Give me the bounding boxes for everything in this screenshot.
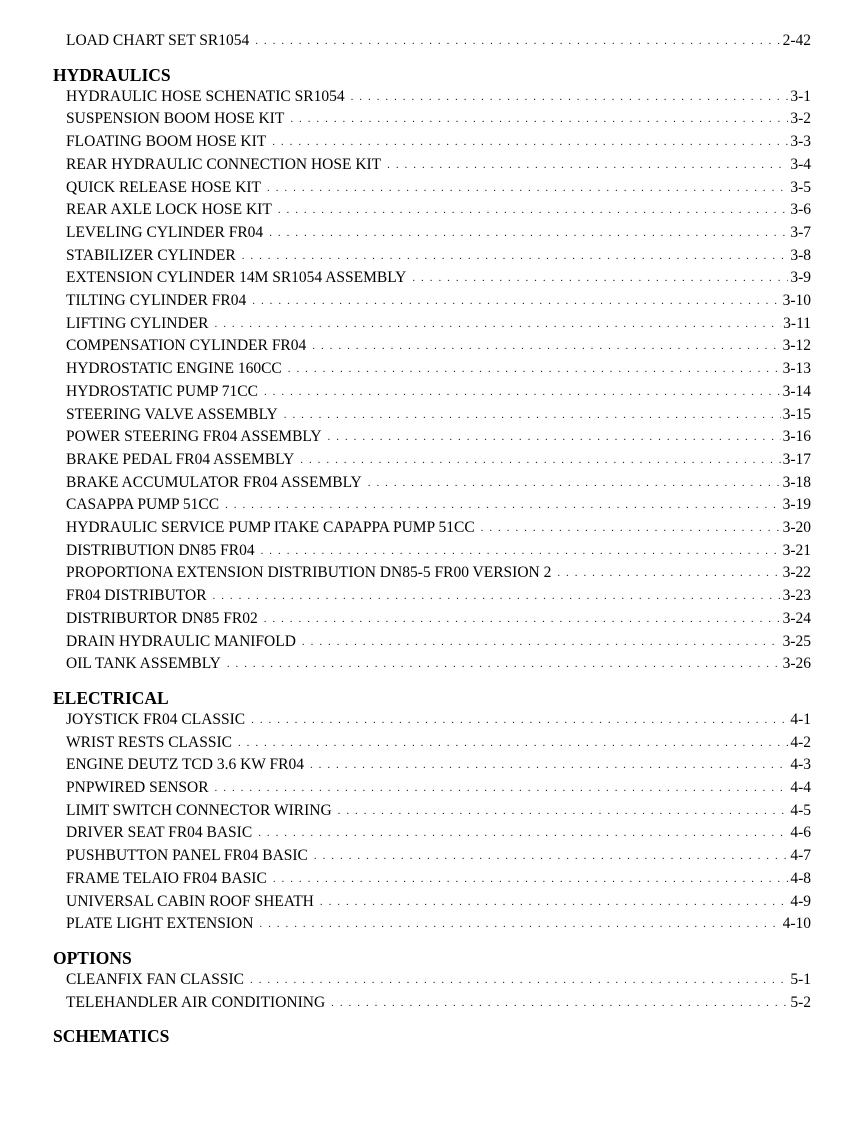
toc-entry[interactable]	[66, 777, 811, 797]
toc-entry[interactable]	[66, 754, 811, 774]
toc-entry-page-number: 3-9	[790, 269, 811, 287]
toc-entry-title: LIMIT SWITCH CONNECTOR WIRING	[66, 801, 332, 819]
toc-entry-page-number: 3-17	[782, 450, 811, 468]
toc-entry-title: JOYSTICK FR04 CLASSIC	[66, 710, 246, 728]
dot-leader	[314, 847, 788, 865]
dot-leader	[284, 406, 781, 424]
toc-entry-page-number: 3-26	[782, 655, 811, 673]
dot-leader	[215, 779, 789, 797]
toc-entry-page-number: 3-12	[782, 337, 811, 355]
toc-entry-page-number: 3-13	[782, 360, 811, 378]
toc-entry-title: SUSPENSION BOOM HOSE KIT	[66, 110, 285, 128]
toc-entry[interactable]	[66, 404, 811, 424]
toc-entry-page-number: 3-4	[790, 155, 811, 173]
toc-entry-title: PROPORTIONA EXTENSION DISTRIBUTION DN85-5 FR00 VERSION 2	[66, 564, 552, 582]
toc-entry-title: BRAKE PEDAL FR04 ASSEMBLY	[66, 450, 295, 468]
toc-entry-page-number: 3-7	[790, 223, 811, 241]
toc-entry-page-number: 3-20	[782, 519, 811, 536]
toc-entry-page-number: 3-16	[782, 428, 811, 446]
toc-entry-page-number: 4-4	[790, 779, 811, 796]
toc-entry-title: TELEHANDLER AIR CONDITIONING	[66, 993, 326, 1011]
dot-leader	[264, 383, 781, 401]
dot-leader	[213, 587, 781, 605]
toc-entry[interactable]	[66, 222, 811, 242]
toc-entry[interactable]	[66, 800, 811, 820]
dot-leader	[368, 474, 781, 492]
toc-entry-page-number: 3-22	[782, 564, 811, 582]
toc-entry-title: CLEANFIX FAN CLASSIC	[66, 970, 244, 988]
dot-leader	[252, 292, 780, 310]
toc-entry-title: OIL TANK ASSEMBLY	[66, 655, 221, 673]
toc-entry[interactable]	[66, 608, 811, 628]
toc-entry[interactable]	[66, 969, 811, 989]
toc-entry[interactable]	[66, 313, 811, 333]
toc-entry[interactable]	[66, 154, 811, 174]
toc-entry-title: COMPENSATION CYLINDER FR04	[66, 337, 307, 355]
toc-entry[interactable]	[66, 381, 811, 401]
dot-leader	[328, 428, 781, 446]
toc-entry-page-number: 3-1	[790, 87, 811, 105]
dot-leader	[481, 519, 781, 537]
toc-entry-page-number: 3-5	[790, 178, 811, 196]
toc-entry[interactable]	[66, 562, 811, 582]
toc-entry[interactable]	[66, 245, 811, 265]
toc-entry-page-number: 4-5	[790, 801, 811, 819]
toc-entry[interactable]	[66, 494, 811, 514]
toc-entry-title: UNIVERSAL CABIN ROOF SHEATH	[66, 892, 314, 910]
toc-entry-page-number: 4-7	[790, 847, 811, 865]
toc-entry-page-number: 2-42	[782, 32, 811, 49]
toc-entry[interactable]	[66, 177, 811, 197]
toc-entry[interactable]	[66, 992, 811, 1012]
toc-entry-title: STEERING VALVE ASSEMBLY	[66, 405, 278, 423]
dot-leader	[258, 824, 788, 842]
toc-entry-page-number: 3-18	[782, 473, 811, 491]
toc-entry-page-number: 4-9	[790, 892, 811, 910]
toc-entry[interactable]	[66, 540, 811, 560]
toc-entry-page-number: 3-6	[790, 201, 811, 219]
toc-entry[interactable]	[66, 732, 811, 752]
toc-entry-title: POWER STEERING FR04 ASSEMBLY	[66, 428, 322, 446]
toc-entry-title: STABILIZER CYLINDER	[66, 246, 236, 264]
dot-leader	[290, 110, 788, 128]
dot-leader	[227, 655, 781, 673]
toc-entry[interactable]	[66, 845, 811, 865]
toc-entry-title: HYDROSTATIC ENGINE 160CC	[66, 360, 282, 378]
toc-entry-title: REAR AXLE LOCK HOSE KIT	[66, 201, 272, 219]
dot-leader	[215, 315, 782, 333]
dot-leader	[238, 734, 788, 752]
toc-entry-page-number: 3-15	[782, 405, 811, 423]
toc-entry[interactable]	[66, 913, 811, 933]
toc-entry-page-number: 4-1	[790, 710, 811, 728]
toc-entry-title: LOAD CHART SET SR1054	[66, 32, 250, 49]
dot-leader	[412, 269, 788, 287]
dot-leader	[338, 802, 789, 820]
toc-entry[interactable]	[66, 631, 811, 651]
toc-entry[interactable]	[66, 199, 811, 219]
toc-entry[interactable]	[66, 449, 811, 469]
toc-entry-title: DRAIN HYDRAULIC MANIFOLD	[66, 632, 296, 650]
toc-entry-page-number: 4-3	[790, 756, 811, 774]
dot-leader	[302, 633, 781, 651]
toc-entry-title: LEVELING CYLINDER FR04	[66, 223, 264, 241]
toc-entry[interactable]	[66, 868, 811, 888]
section-heading: OPTIONS	[53, 947, 132, 968]
toc-entry[interactable]	[66, 335, 811, 355]
toc-entry-title: DISTRIBURTOR DN85 FR02	[66, 609, 258, 627]
dot-leader	[225, 496, 781, 514]
toc-entry[interactable]	[66, 822, 811, 842]
toc-entry[interactable]	[66, 653, 811, 673]
toc-entry-title: LIFTING CYLINDER	[66, 314, 209, 332]
toc-entry-page-number: 4-2	[790, 733, 811, 751]
dot-leader	[310, 756, 788, 774]
toc-entry[interactable]	[66, 30, 811, 50]
toc-entry-title: PUSHBUTTON PANEL FR04 BASIC	[66, 847, 308, 865]
toc-entry[interactable]	[66, 891, 811, 911]
toc-entry-title: FR04 DISTRIBUTOR	[66, 587, 207, 605]
dot-leader	[557, 564, 780, 582]
dot-leader	[250, 971, 788, 989]
toc-entry-title: DRIVER SEAT FR04 BASIC	[66, 824, 253, 842]
dot-leader	[312, 337, 780, 355]
toc-entry[interactable]	[66, 709, 811, 729]
toc-entry[interactable]	[66, 86, 811, 106]
toc-entry[interactable]	[66, 358, 811, 378]
section-heading: ELECTRICAL	[53, 687, 169, 708]
toc-entry-title: TILTING CYLINDER FR04	[66, 292, 247, 309]
toc-entry-title: QUICK RELEASE HOSE KIT	[66, 178, 262, 196]
toc-entry[interactable]	[66, 585, 811, 605]
dot-leader	[264, 610, 781, 628]
toc-entry-title: ENGINE DEUTZ TCD 3.6 KW FR04	[66, 756, 304, 774]
toc-entry-page-number: 3-24	[782, 609, 811, 627]
dot-leader	[273, 870, 789, 888]
toc-entry-page-number: 3-21	[782, 541, 811, 559]
dot-leader	[259, 915, 780, 933]
toc-entry-page-number: 3-8	[790, 246, 811, 264]
section-heading: SCHEMATICS	[53, 1026, 170, 1047]
toc-entry-page-number: 3-23	[782, 587, 811, 605]
toc-entry-page-number: 3-11	[783, 314, 811, 332]
dot-leader	[272, 133, 788, 151]
toc-entry-page-number: 3-19	[782, 496, 811, 514]
toc-entry-page-number: 3-25	[782, 632, 811, 650]
toc-entry[interactable]	[66, 426, 811, 446]
toc-entry-page-number: 5-1	[790, 970, 811, 988]
toc-entry[interactable]	[66, 472, 811, 492]
dot-leader	[278, 201, 789, 219]
dot-leader	[331, 994, 788, 1012]
dot-leader	[242, 247, 789, 265]
dot-leader	[351, 88, 789, 106]
toc-entry-title: HYDRAULIC SERVICE PUMP ITAKE CAPAPPA PUMP 51CC	[66, 519, 475, 536]
toc-entry[interactable]	[66, 131, 811, 151]
toc-entry[interactable]	[66, 517, 811, 537]
toc-entry-page-number: 3-2	[790, 110, 811, 128]
toc-entry[interactable]	[66, 267, 811, 287]
toc-entry-page-number: 4-8	[790, 869, 811, 887]
toc-entry-page-number: 3-3	[790, 133, 811, 151]
toc-entry-title: HYDROSTATIC PUMP 71CC	[66, 382, 258, 400]
toc-entry-title: FRAME TELAIO FR04 BASIC	[66, 869, 267, 887]
toc-entry-title: PLATE LIGHT EXTENSION	[66, 915, 254, 933]
toc-entry[interactable]	[66, 108, 811, 128]
toc-entry-page-number: 4-6	[790, 824, 811, 842]
toc-entry-title: EXTENSION CYLINDER 14M SR1054 ASSEMBLY	[66, 269, 407, 287]
toc-entry-title: DISTRIBUTION DN85 FR04	[66, 541, 255, 559]
dot-leader	[387, 156, 788, 174]
dot-leader	[300, 451, 780, 469]
dot-leader	[320, 893, 788, 911]
toc-entry-title: HYDRAULIC HOSE SCHENATIC SR1054	[66, 87, 345, 105]
dot-leader	[269, 224, 788, 242]
toc-entry-page-number: 4-10	[782, 915, 811, 933]
section-heading: HYDRAULICS	[53, 64, 171, 85]
dot-leader	[288, 360, 781, 378]
dot-leader	[261, 542, 781, 560]
toc-entry-title: WRIST RESTS CLASSIC	[66, 733, 232, 751]
toc-entry-page-number: 5-2	[790, 993, 811, 1011]
toc-entry-title: FLOATING BOOM HOSE KIT	[66, 133, 267, 151]
toc-entry-page-number: 3-14	[782, 382, 811, 400]
toc-entry-title: BRAKE ACCUMULATOR FR04 ASSEMBLY	[66, 473, 362, 491]
dot-leader	[255, 32, 780, 50]
dot-leader	[267, 179, 788, 197]
dot-leader	[251, 711, 788, 729]
toc-entry-title: CASAPPA PUMP 51CC	[66, 496, 220, 514]
toc-entry-page-number: 3-10	[782, 292, 811, 309]
toc-entry-title: PNPWIRED SENSOR	[66, 779, 209, 796]
toc-entry[interactable]	[66, 290, 811, 310]
toc-entry-title: REAR HYDRAULIC CONNECTION HOSE KIT	[66, 155, 382, 173]
